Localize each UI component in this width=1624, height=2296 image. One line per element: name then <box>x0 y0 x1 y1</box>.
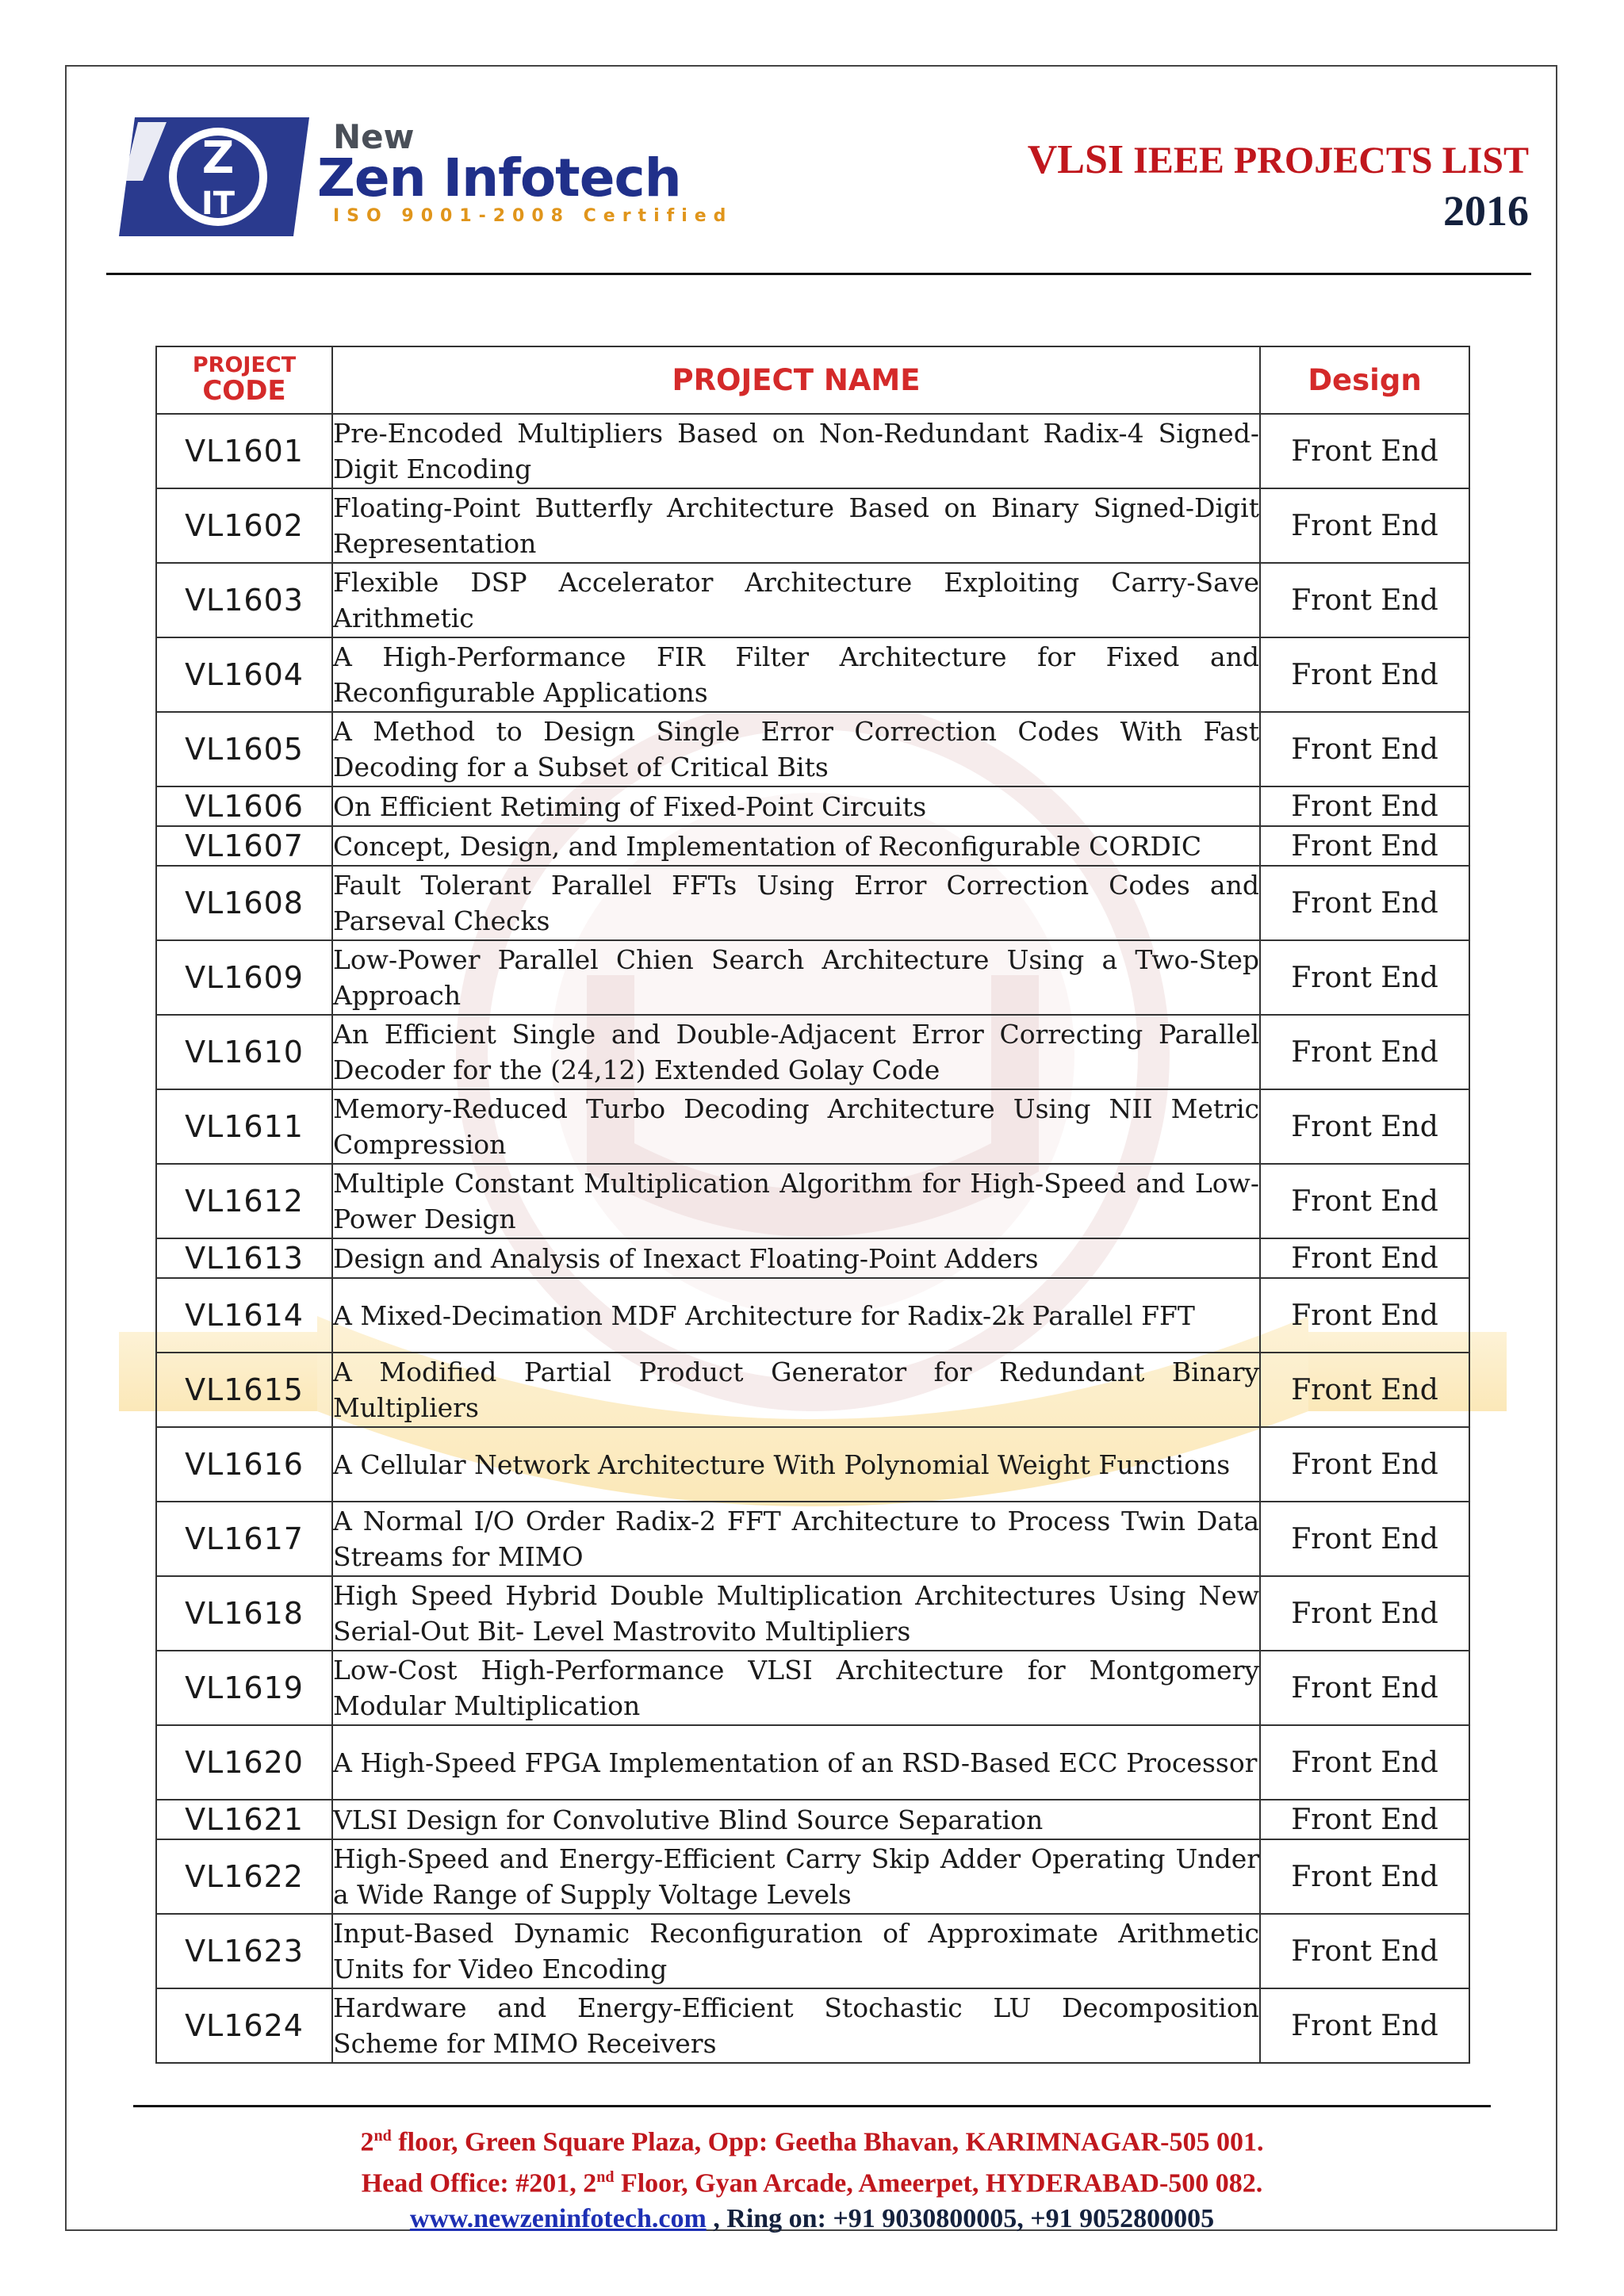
project-name: Pre-Encoded Multipliers Based on Non-Redundant Radix-4 Signed-Digit Encoding <box>332 414 1260 488</box>
table-row <box>156 1725 1469 1800</box>
project-name: A Mixed-Decimation MDF Architecture for Radix-2k Parallel FFT <box>332 1278 1260 1353</box>
phone-numbers: , Ring on: +91 9030800005, +91 9052800005 <box>706 2203 1215 2233</box>
table-row <box>156 712 1469 786</box>
header-code-line-1: PROJECT <box>192 353 297 378</box>
table-row <box>156 826 1469 866</box>
project-design: Front End <box>1260 1651 1469 1725</box>
header-code-line-2: CODE <box>202 374 286 407</box>
table-row <box>156 1800 1469 1839</box>
project-name: A Modified Partial Product Generator for Redundant Binary Multipliers <box>332 1353 1260 1427</box>
project-design: Front End <box>1260 1015 1469 1089</box>
footer-branch-address <box>119 2118 1505 2160</box>
header-divider <box>106 273 1531 275</box>
project-design: Front End <box>1260 1238 1469 1278</box>
project-design: Front End <box>1260 826 1469 866</box>
table-row <box>156 1914 1469 1988</box>
table-row <box>156 1278 1469 1353</box>
project-code: VL1609 <box>156 940 332 1015</box>
project-code: VL1613 <box>156 1238 332 1278</box>
project-name: Floating-Point Butterfly Architecture Based on Binary Signed-Digit Representation <box>332 488 1260 563</box>
project-code: VL1608 <box>156 866 332 940</box>
project-design: Front End <box>1260 1164 1469 1238</box>
table-row <box>156 488 1469 563</box>
header-design: Design <box>1260 346 1469 414</box>
project-code: VL1620 <box>156 1725 332 1800</box>
project-design: Front End <box>1260 786 1469 826</box>
svg-text:IT: IT <box>201 186 236 222</box>
project-code: VL1604 <box>156 637 332 712</box>
project-name: Memory-Reduced Turbo Decoding Architecture Using NII Metric Compression <box>332 1089 1260 1164</box>
project-design: Front End <box>1260 414 1469 488</box>
project-name: A Cellular Network Architecture With Polynomial Weight Functions <box>332 1427 1260 1502</box>
footer-line1-b: floor, Green Square Plaza, Opp: Geetha Bhavan, KARIMNAGAR-505 001. <box>391 2127 1264 2157</box>
project-name: Fault Tolerant Parallel FFTs Using Error Correction Codes and Parseval Checks <box>332 866 1260 940</box>
company-logo <box>119 117 745 236</box>
project-design: Front End <box>1260 1353 1469 1427</box>
project-name: Hardware and Energy-Efficient Stochastic LU Decomposition Scheme for MIMO Receivers <box>332 1988 1260 2063</box>
project-design: Front End <box>1260 1725 1469 1800</box>
logo-iso-certified: ISO 9001-2008 Certified <box>333 206 733 226</box>
project-code: VL1619 <box>156 1651 332 1725</box>
project-design: Front End <box>1260 1576 1469 1651</box>
table-row <box>156 940 1469 1015</box>
table-row <box>156 1238 1469 1278</box>
project-design: Front End <box>1260 866 1469 940</box>
project-name: An Efficient Single and Double-Adjacent Error Correcting Parallel Decoder for the (24,12) Extended Golay Code <box>332 1015 1260 1089</box>
project-design: Front End <box>1260 1988 1469 2063</box>
project-name: A Method to Design Single Error Correction Codes With Fast Decoding for a Subset of Critical Bits <box>332 712 1260 786</box>
project-code: VL1617 <box>156 1502 332 1576</box>
title-ieee-projects-list: IEEE PROJECTS LIST <box>1124 140 1529 182</box>
svg-text:Z: Z <box>201 132 235 184</box>
table-row <box>156 866 1469 940</box>
table-row <box>156 1988 1469 2063</box>
footer-line2-sup: nd <box>596 2168 615 2187</box>
website-link[interactable]: www.newzeninfotech.com <box>409 2203 707 2233</box>
logo-new-text: New <box>333 117 415 156</box>
project-name: On Efficient Retiming of Fixed-Point Circuits <box>332 786 1260 826</box>
table-row <box>156 1164 1469 1238</box>
project-design: Front End <box>1260 563 1469 637</box>
project-code: VL1612 <box>156 1164 332 1238</box>
header-project-name: PROJECT NAME <box>332 346 1260 414</box>
project-code: VL1607 <box>156 826 332 866</box>
project-design: Front End <box>1260 1839 1469 1914</box>
project-design: Front End <box>1260 1502 1469 1576</box>
project-design: Front End <box>1260 1427 1469 1502</box>
table-row <box>156 1353 1469 1427</box>
table-row <box>156 1651 1469 1725</box>
project-name: Low-Power Parallel Chien Search Architecture Using a Two-Step Approach <box>332 940 1260 1015</box>
project-code: VL1616 <box>156 1427 332 1502</box>
document-title <box>1028 136 1529 235</box>
table-row <box>156 1089 1469 1164</box>
footer-divider <box>133 2105 1491 2107</box>
footer-address <box>119 2118 1505 2237</box>
project-code: VL1618 <box>156 1576 332 1651</box>
project-design: Front End <box>1260 1800 1469 1839</box>
project-code: VL1615 <box>156 1353 332 1427</box>
project-code: VL1623 <box>156 1914 332 1988</box>
project-design: Front End <box>1260 637 1469 712</box>
table-row <box>156 1015 1469 1089</box>
table-row <box>156 637 1469 712</box>
footer-head-office <box>119 2160 1505 2201</box>
project-name: Concept, Design, and Implementation of Reconfigurable CORDIC <box>332 826 1260 866</box>
table-row <box>156 1839 1469 1914</box>
title-year: 2016 <box>1443 187 1529 235</box>
project-name: High-Speed and Energy-Efficient Carry Skip Adder Operating Under a Wide Range of Supply Voltage Levels <box>332 1839 1260 1914</box>
project-code: VL1610 <box>156 1015 332 1089</box>
project-name: A High-Speed FPGA Implementation of an RSD-Based ECC Processor <box>332 1725 1260 1800</box>
project-name: Multiple Constant Multiplication Algorithm for High-Speed and Low-Power Design <box>332 1164 1260 1238</box>
table-row <box>156 1502 1469 1576</box>
footer-contact <box>119 2202 1505 2237</box>
table-row <box>156 786 1469 826</box>
project-name: VLSI Design for Convolutive Blind Source Separation <box>332 1800 1260 1839</box>
footer-line1-a: 2 <box>360 2127 374 2157</box>
table-row <box>156 414 1469 488</box>
project-code: VL1621 <box>156 1800 332 1839</box>
table-header-row <box>156 346 1469 414</box>
project-design: Front End <box>1260 488 1469 563</box>
project-name: Flexible DSP Accelerator Architecture Exploiting Carry-Save Arithmetic <box>332 563 1260 637</box>
project-design: Front End <box>1260 1278 1469 1353</box>
project-code: VL1606 <box>156 786 332 826</box>
footer-line1-sup: nd <box>373 2127 392 2145</box>
project-design: Front End <box>1260 1089 1469 1164</box>
project-name: A High-Performance FIR Filter Architecture for Fixed and Reconfigurable Applications <box>332 637 1260 712</box>
project-code: VL1611 <box>156 1089 332 1164</box>
project-code: VL1603 <box>156 563 332 637</box>
project-code: VL1601 <box>156 414 332 488</box>
project-code: VL1614 <box>156 1278 332 1353</box>
title-line-1 <box>1028 136 1529 183</box>
project-design: Front End <box>1260 712 1469 786</box>
header-project-code <box>156 346 332 414</box>
table-row <box>156 563 1469 637</box>
footer-line2-b: Floor, Gyan Arcade, Ameerpet, HYDERABAD-500 082. <box>614 2168 1263 2198</box>
footer-line2-a: Head Office: #201, 2 <box>361 2168 597 2198</box>
logo-company-name: Zen Infotech <box>317 147 681 209</box>
project-design: Front End <box>1260 1914 1469 1988</box>
project-code: VL1624 <box>156 1988 332 2063</box>
project-name: Low-Cost High-Performance VLSI Architecture for Montgomery Modular Multiplication <box>332 1651 1260 1725</box>
project-name: Design and Analysis of Inexact Floating-Point Adders <box>332 1238 1260 1278</box>
projects-table <box>155 346 1470 2064</box>
title-vlsi: VLSI <box>1027 137 1124 182</box>
project-design: Front End <box>1260 940 1469 1015</box>
project-name: Input-Based Dynamic Reconfiguration of Approximate Arithmetic Units for Video Encoding <box>332 1914 1260 1988</box>
project-name: A Normal I/O Order Radix-2 FFT Architecture to Process Twin Data Streams for MIMO <box>332 1502 1260 1576</box>
project-code: VL1622 <box>156 1839 332 1914</box>
zit-logo-icon <box>119 117 309 236</box>
table-row <box>156 1576 1469 1651</box>
project-name: High Speed Hybrid Double Multiplication Architectures Using New Serial-Out Bit- Level Mastrovito Multipliers <box>332 1576 1260 1651</box>
project-code: VL1605 <box>156 712 332 786</box>
table-row <box>156 1427 1469 1502</box>
project-code: VL1602 <box>156 488 332 563</box>
